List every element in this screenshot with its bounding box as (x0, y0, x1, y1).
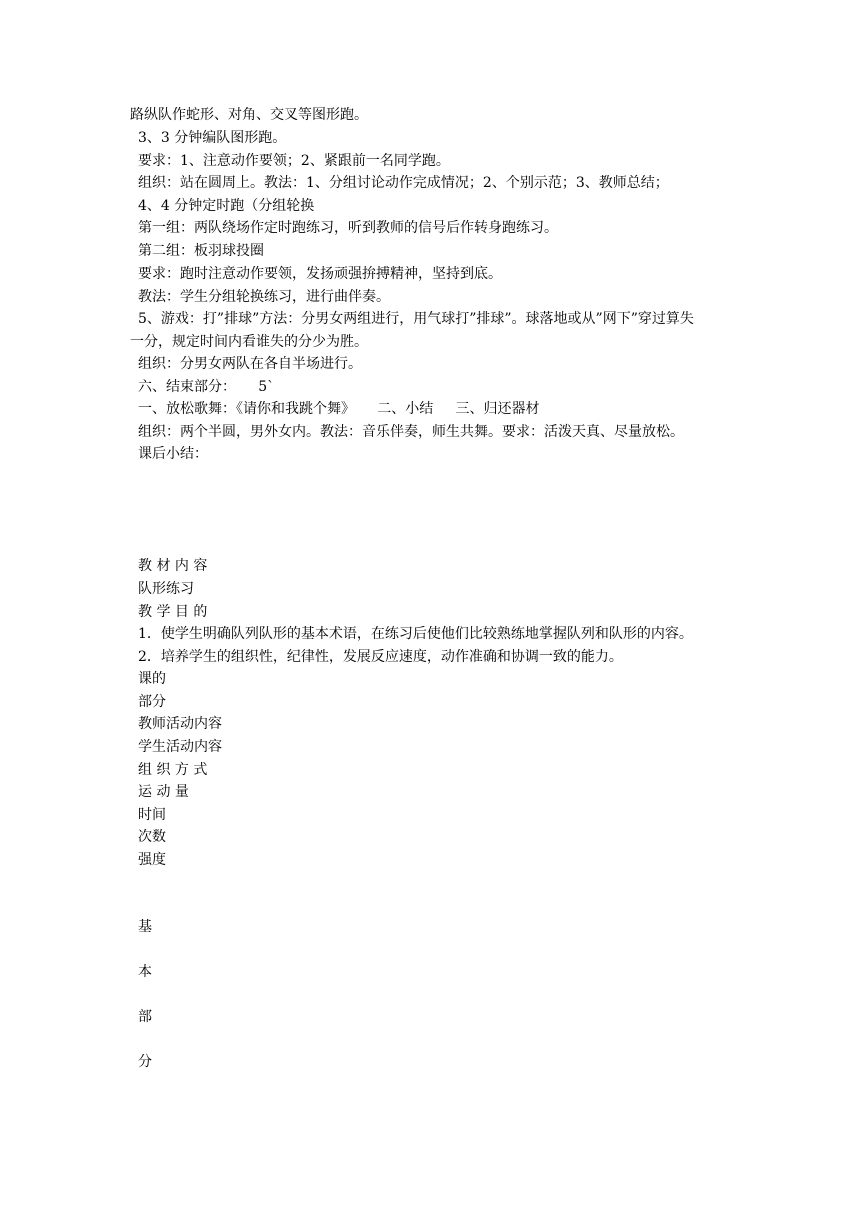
material-value: 队形练习 (138, 581, 194, 597)
section-label-char: 分 (138, 1054, 152, 1070)
header-time: 时间 (138, 807, 166, 823)
header-exercise-load: 运 动 量 (138, 784, 189, 800)
text-line: 5、游戏：打”排球”方法：分男女两组进行，用气球打”排球”。球落地或从”网下”穿过算失 (138, 311, 694, 327)
goal-item: 2．培养学生的组织性，纪律性，发展反应速度，动作准确和协调一致的能力。 (138, 649, 623, 665)
section-label-char: 基 (138, 919, 152, 935)
section-label-char: 部 (138, 1009, 152, 1025)
header-student-activity: 学生活动内容 (138, 739, 222, 755)
header-teacher-activity: 教师活动内容 (138, 716, 222, 732)
header-intensity: 强度 (138, 852, 166, 868)
text-line: 教法：学生分组轮换练习，进行曲伴奏。 (138, 289, 390, 305)
goal-heading: 教 学 目 的 (138, 604, 208, 620)
text-line: 组织：分男女两队在各自半场进行。 (138, 356, 362, 372)
text-line: 第一组：两队绕场作定时跑练习，听到教师的信号后作转身跑练习。 (138, 220, 558, 236)
text-line: 要求：跑时注意动作要领，发扬顽强拚搏精神，坚持到底。 (138, 266, 502, 282)
section-label-char: 本 (138, 964, 152, 980)
text-line: 组织：两个半圆，男外女内。教法：音乐伴奏，师生共舞。要求：活泼天真、尽量放松。 (138, 424, 684, 440)
text-line: 组织：站在圆周上。教法：1、分组讨论动作完成情况；2、个别示范；3、教师总结； (138, 175, 669, 191)
text-line: 第二组：板羽球投圈 (138, 243, 264, 259)
text-line: 一、放松歌舞：《请你和我跳个舞》 二、小结 三、归还器材 (138, 401, 540, 417)
text-line: 3、3 分钟编队图形跑。 (138, 130, 287, 146)
header-organization: 组 织 方 式 (138, 762, 208, 778)
header-lesson-part-line2: 部分 (138, 694, 166, 710)
text-line: 课后小结： (138, 446, 208, 462)
text-line: 4、4 分钟定时跑（分组轮换 (138, 198, 315, 214)
material-heading: 教 材 内 容 (138, 558, 208, 574)
text-line: 六、结束部分： 5` (138, 379, 275, 395)
header-count: 次数 (138, 829, 166, 845)
header-lesson-part-line1: 课的 (138, 671, 166, 687)
goal-item: 1．使学生明确队列队形的基本术语，在练习后使他们比较熟练地掌握队列和队形的内容。 (138, 626, 693, 642)
text-line: 路纵队作蛇形、对角、交叉等图形跑。 (130, 107, 368, 123)
text-line: 一分，规定时间内看谁失的分少为胜。 (130, 334, 368, 350)
text-line: 要求：1、注意动作要领；2、紧跟前一名同学跑。 (138, 153, 450, 169)
